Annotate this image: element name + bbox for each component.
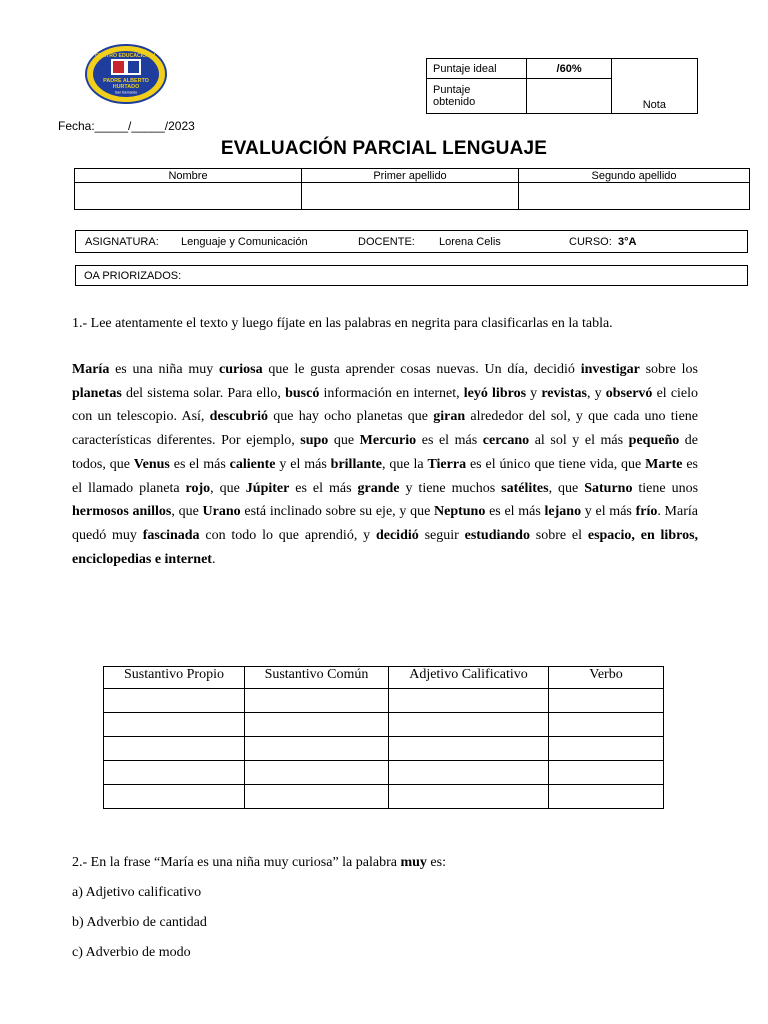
second-surname-field[interactable] [519, 183, 750, 210]
passage-text: y [526, 385, 542, 401]
passage-text: con todo lo que aprendió, y [199, 527, 376, 543]
bold-word: Saturno [584, 480, 633, 496]
ideal-score-value: /60% [527, 59, 611, 79]
bold-word: grande [357, 480, 400, 496]
obtained-score-field[interactable] [527, 79, 611, 114]
grade-label: Nota [642, 99, 666, 111]
table-cell[interactable] [245, 785, 389, 809]
bold-word: decidió [375, 527, 419, 543]
bold-word: Marte [645, 456, 683, 472]
table-cell[interactable] [549, 785, 664, 809]
table-row [104, 713, 664, 737]
bold-word: observó [605, 385, 653, 401]
passage-text: . María quedó muy [72, 504, 698, 543]
bold-word: hermosos anillos [72, 504, 172, 520]
course-value: 3°A [618, 236, 637, 248]
passage-text: tiene unos [632, 480, 699, 496]
passage-text: y tiene muchos [399, 480, 502, 496]
table-cell[interactable] [549, 713, 664, 737]
table-cell[interactable] [389, 689, 549, 713]
question-2-prompt [72, 855, 446, 871]
teacher-value: Lorena Celis [439, 236, 501, 248]
bold-word: giran [433, 409, 466, 425]
bold-word: supo [300, 433, 329, 449]
table-cell[interactable] [389, 785, 549, 809]
qualifying-adjective-header: Adjetivo Calificativo [389, 667, 549, 689]
bold-word: rojo [185, 480, 211, 496]
bold-word: investigar [580, 362, 640, 377]
question-2-prefix: 2.- En la frase “María es una niña muy curiosa” la palabra [72, 855, 401, 870]
obtained-score-label [427, 79, 527, 114]
passage-text: , que [210, 480, 246, 496]
table-cell[interactable] [245, 713, 389, 737]
passage-text: , y [586, 385, 606, 401]
passage-text: . [211, 551, 216, 567]
bold-word: satélites [501, 480, 549, 496]
passage-text: , que la [382, 456, 428, 472]
student-name-table [74, 168, 750, 210]
date-field[interactable]: Fecha:_____/_____/2023 [58, 119, 195, 133]
subject-value: Lenguaje y Comunicación [181, 236, 308, 248]
passage-text: es el más [485, 504, 545, 520]
bold-word: estudiando [464, 527, 530, 543]
subject-label: ASIGNATURA: [85, 236, 159, 248]
verb-header: Verbo [549, 667, 664, 689]
school-crest-logo [84, 44, 168, 104]
first-surname-field[interactable] [302, 183, 519, 210]
bold-word: pequeño [628, 433, 680, 449]
table-cell[interactable] [104, 737, 245, 761]
priority-objectives-box[interactable] [75, 265, 748, 286]
grade-cell[interactable] [611, 59, 697, 114]
passage-text: al sol y el más [529, 433, 629, 449]
passage-text: información en internet, [319, 385, 464, 401]
passage-text: sobre el [529, 527, 588, 543]
passage-text: sobre los [639, 362, 699, 377]
passage-text: que hay ocho planetas que [268, 409, 434, 425]
table-cell[interactable] [549, 761, 664, 785]
first-surname-header: Primer apellido [302, 169, 519, 183]
question-1-instruction: 1.- Lee atentamente el texto y luego fíjate en las palabras en negrita para clasificarlas en la tabla. [72, 316, 613, 331]
name-header: Nombre [75, 169, 302, 183]
table-cell[interactable] [389, 713, 549, 737]
bold-word: cercano [482, 433, 530, 449]
page-title: EVALUACIÓN PARCIAL LENGUAJE [220, 138, 548, 159]
bold-word: leyó libros [463, 385, 527, 401]
second-surname-header: Segundo apellido [519, 169, 750, 183]
table-cell[interactable] [245, 761, 389, 785]
table-cell[interactable] [104, 785, 245, 809]
passage-text: el cielo con un telescopio. Así, [72, 385, 699, 425]
passage-text: es el más [169, 456, 230, 472]
passage-text: y el más [275, 456, 331, 472]
name-field[interactable] [75, 183, 302, 210]
bold-word: fascinada [142, 527, 200, 543]
passage-text: es el llamado planeta [72, 456, 698, 496]
passage-text: , que [171, 504, 203, 520]
bold-word: curiosa [219, 362, 263, 377]
table-cell[interactable] [549, 689, 664, 713]
bold-word: María [72, 362, 110, 377]
ideal-score-label: Puntaje ideal [427, 59, 527, 79]
bold-word: brillante [330, 456, 383, 472]
table-cell[interactable] [389, 737, 549, 761]
passage-text: y el más [581, 504, 636, 520]
option-b[interactable]: b) Adverbio de cantidad [72, 915, 207, 930]
table-cell[interactable] [245, 737, 389, 761]
obtained-label-line-1: Puntaje [433, 84, 471, 97]
passage-text: del sistema solar. Para ello, [121, 385, 286, 401]
bold-word: lejano [544, 504, 582, 520]
bold-word: Venus [133, 456, 170, 472]
obtained-label-line-2: obtenido [433, 96, 476, 109]
bold-word: espacio, en libros, enciclopedias e internet [72, 527, 699, 567]
option-a[interactable]: a) Adjetivo calificativo [72, 885, 202, 900]
bold-word: buscó [285, 385, 320, 401]
course-label: CURSO: [569, 236, 612, 248]
table-cell[interactable] [245, 689, 389, 713]
common-noun-header: Sustantivo Común [245, 667, 389, 689]
passage-text: alrededor del sol, y que cada uno tiene características diferentes. Por ejemplo, [72, 409, 698, 449]
passage-text: es el único que tiene vida, que [466, 456, 646, 472]
passage-text: es el más [289, 480, 358, 496]
passage-text: es el más [416, 433, 483, 449]
table-cell[interactable] [104, 713, 245, 737]
bold-word: Júpiter [245, 480, 290, 496]
logo-name-2: HURTADO [112, 84, 140, 90]
passage-text: que [328, 433, 360, 449]
passage-text: seguir [418, 527, 465, 543]
passage-text: , que [548, 480, 585, 496]
table-row [104, 761, 664, 785]
table-row [104, 689, 664, 713]
table-cell[interactable] [104, 761, 245, 785]
bold-word: revistas [541, 385, 587, 401]
bold-word: frío [635, 504, 658, 520]
bold-word: Mercurio [359, 433, 417, 449]
score-table [426, 58, 698, 114]
table-cell[interactable] [104, 689, 245, 713]
bold-word: Neptuno [434, 504, 486, 520]
option-c[interactable]: c) Adverbio de modo [72, 945, 191, 960]
passage-text: está inclinado sobre su eje, y que [240, 504, 434, 520]
question-2-keyword: muy [400, 855, 427, 870]
logo-top-text: CENTRO EDUCACIONAL [95, 53, 157, 59]
reading-passage [72, 358, 698, 571]
bold-word: Tierra [427, 456, 467, 472]
bold-word: descubrió [209, 409, 268, 425]
proper-noun-header: Sustantivo Propio [104, 667, 245, 689]
logo-place: San Bernardo [114, 90, 138, 95]
bold-word: planetas [72, 385, 122, 401]
subject-info-box [75, 230, 748, 253]
logo-name-1: PADRE ALBERTO [103, 78, 149, 84]
passage-text: es una niña muy [109, 362, 220, 377]
bold-word: caliente [229, 456, 276, 472]
teacher-label: DOCENTE: [358, 236, 415, 248]
passage-text: que le gusta aprender cosas nuevas. Un día, decidió [262, 362, 581, 377]
bold-word: Urano [202, 504, 241, 520]
passage-text: de todos, que [72, 433, 699, 472]
table-row [104, 737, 664, 761]
table-cell[interactable] [549, 737, 664, 761]
table-cell[interactable] [389, 761, 549, 785]
table-row [104, 785, 664, 809]
classification-table [103, 666, 664, 809]
priority-objectives-label: OA PRIORIZADOS: [84, 270, 182, 282]
question-2-suffix: es: [426, 855, 446, 870]
